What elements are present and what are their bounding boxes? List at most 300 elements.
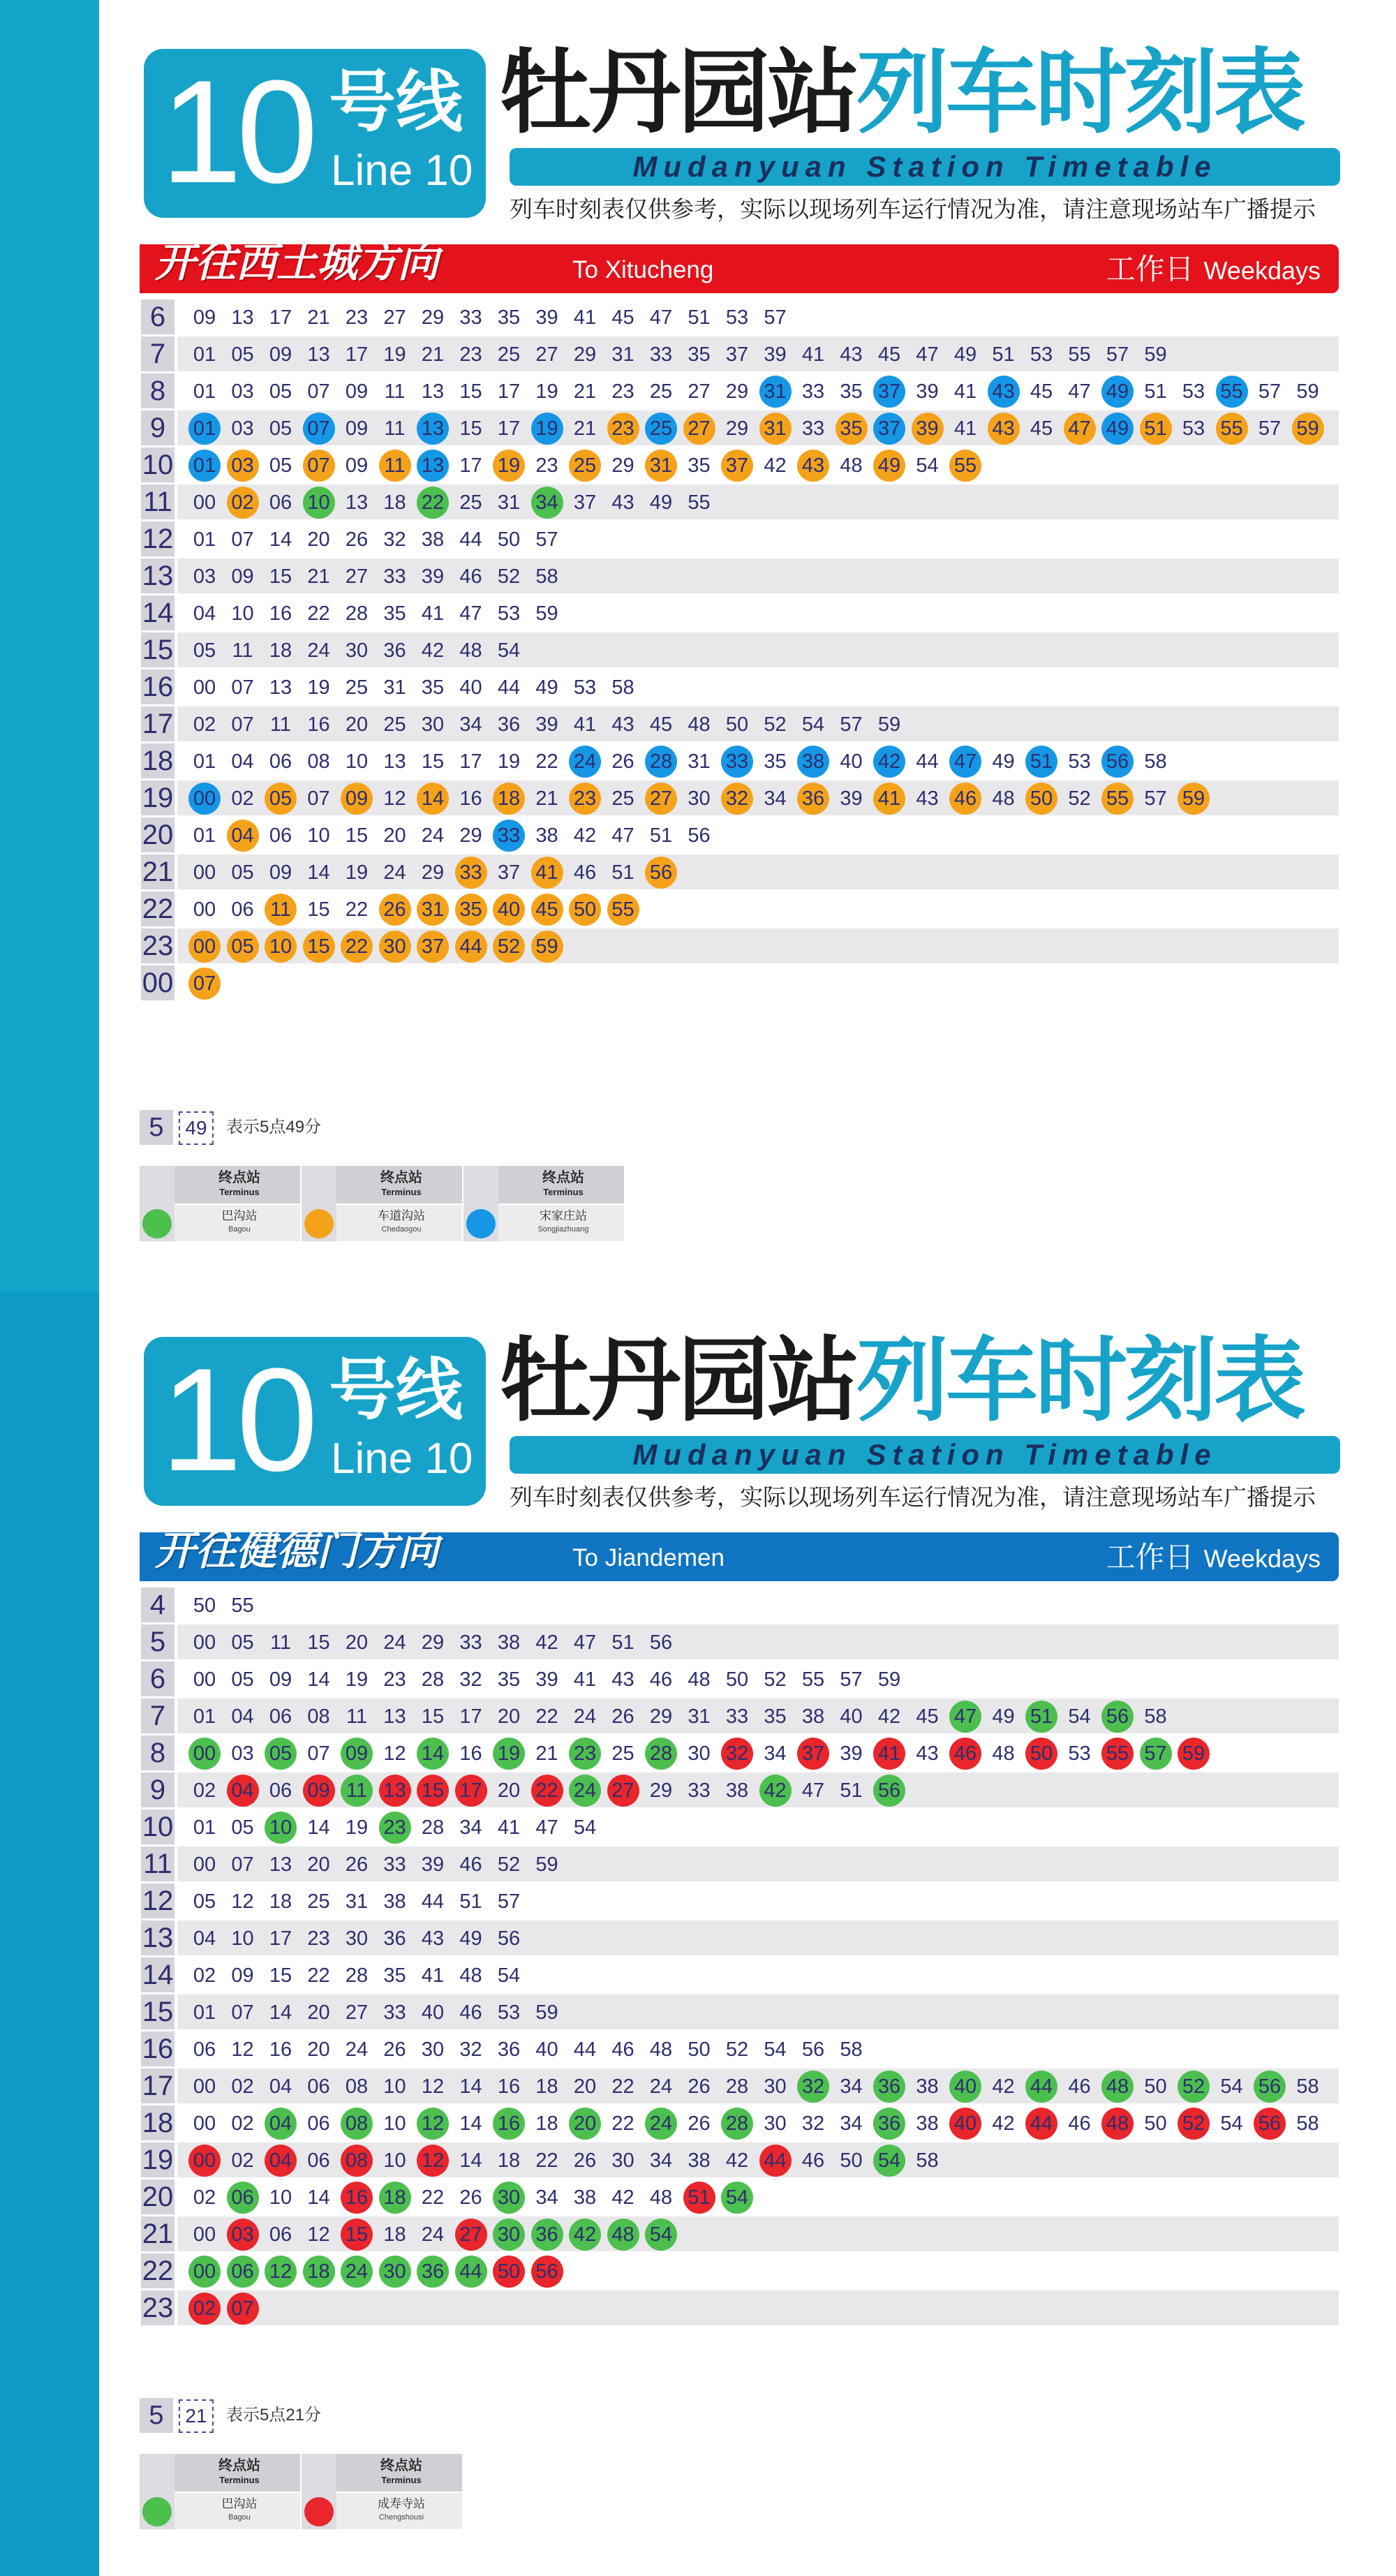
minute-value: 08 bbox=[307, 1705, 330, 1728]
minute-value: 02 bbox=[231, 787, 254, 810]
minute-terminus-marker: 08 bbox=[341, 2145, 373, 2177]
legend-example bbox=[140, 1110, 838, 1148]
minute-terminus-marker: 50 bbox=[493, 2256, 525, 2288]
minute-value: 22 bbox=[611, 2075, 634, 2098]
minute-value: 16 bbox=[459, 1742, 482, 1765]
minute-terminus-marker: 42 bbox=[759, 1775, 792, 1807]
minute-value: 14 bbox=[307, 1668, 330, 1691]
hour-cell: 18 bbox=[141, 2105, 174, 2140]
minute-value: 41 bbox=[801, 343, 825, 366]
left-stripe bbox=[0, 0, 99, 2576]
hour-cell: 22 bbox=[141, 2253, 174, 2288]
hour-cell: 14 bbox=[141, 595, 174, 630]
minute-value: 41 bbox=[573, 306, 597, 329]
minute-value: 26 bbox=[345, 1853, 369, 1876]
minute-terminus-marker: 56 bbox=[1254, 2071, 1286, 2103]
minute-terminus-marker: 13 bbox=[379, 1775, 411, 1807]
hour-cell: 6 bbox=[141, 1661, 174, 1696]
minute-value: 48 bbox=[992, 787, 1015, 810]
minute-value: 52 bbox=[1068, 787, 1091, 810]
minute-terminus-marker: 33 bbox=[493, 820, 525, 852]
minute-value: 57 bbox=[1106, 343, 1129, 366]
minute-terminus-marker: 57 bbox=[1140, 1738, 1172, 1770]
minute-terminus-marker: 00 bbox=[188, 931, 221, 963]
minute-value: 08 bbox=[345, 2075, 369, 2098]
minute-value: 24 bbox=[307, 639, 330, 662]
minute-value: 48 bbox=[992, 1742, 1015, 1765]
minute-value: 06 bbox=[307, 2112, 330, 2135]
minute-value: 55 bbox=[231, 1594, 254, 1617]
minute-value: 59 bbox=[1296, 380, 1319, 403]
minute-value: 09 bbox=[345, 454, 369, 477]
minute-value: 40 bbox=[535, 2038, 558, 2061]
minute-value: 00 bbox=[193, 898, 216, 921]
minute-value: 22 bbox=[307, 1964, 330, 1987]
minute-terminus-marker: 44 bbox=[455, 931, 487, 963]
minute-value: 50 bbox=[193, 1594, 216, 1617]
minute-terminus-marker: 14 bbox=[417, 1738, 449, 1770]
minute-value: 52 bbox=[497, 565, 521, 588]
minute-value: 40 bbox=[840, 1705, 863, 1728]
minute-terminus-marker: 54 bbox=[873, 2145, 905, 2177]
minute-value: 00 bbox=[193, 2075, 216, 2098]
minute-value: 42 bbox=[992, 2075, 1015, 2098]
minute-value: 59 bbox=[535, 2001, 558, 2024]
title-en: Mudanyuan Station Timetable bbox=[510, 148, 1340, 186]
minute-value: 48 bbox=[649, 2186, 673, 2209]
minute-value: 02 bbox=[193, 1964, 216, 1987]
title-timetable: 列车时刻表 bbox=[856, 39, 1303, 147]
minute-value: 47 bbox=[801, 1779, 825, 1802]
hour-cell: 10 bbox=[141, 447, 174, 482]
minute-terminus-marker: 33 bbox=[455, 857, 487, 889]
minute-value: 00 bbox=[193, 2223, 216, 2246]
hour-cell: 21 bbox=[141, 854, 174, 889]
hour-cell: 20 bbox=[141, 2179, 174, 2214]
timetable-row bbox=[140, 521, 1340, 558]
minute-terminus-marker: 11 bbox=[379, 450, 411, 482]
minute-value: 19 bbox=[345, 1816, 369, 1839]
timetable-row bbox=[140, 373, 1340, 410]
minute-value: 55 bbox=[801, 1668, 825, 1691]
minute-value: 21 bbox=[535, 1742, 558, 1765]
hour-cell: 8 bbox=[141, 1735, 174, 1770]
minute-value: 25 bbox=[307, 1890, 330, 1913]
minute-value: 22 bbox=[535, 750, 558, 773]
minute-value: 11 bbox=[269, 1631, 292, 1654]
timetable-row bbox=[140, 1846, 1340, 1883]
minute-value: 39 bbox=[535, 306, 558, 329]
minute-value: 38 bbox=[916, 2112, 939, 2135]
hour-cell: 9 bbox=[141, 1772, 174, 1807]
minute-value: 44 bbox=[916, 750, 939, 773]
minute-value: 53 bbox=[1068, 750, 1091, 773]
legend bbox=[140, 2398, 838, 2522]
minute-terminus-marker: 59 bbox=[1292, 413, 1324, 445]
minute-value: 39 bbox=[535, 1668, 558, 1691]
terminus-name-cn: 巴沟站 bbox=[221, 1209, 258, 1222]
terminus-name-cn: 巴沟站 bbox=[221, 2497, 258, 2510]
hour-cell: 23 bbox=[141, 928, 174, 963]
minute-value: 15 bbox=[459, 417, 482, 440]
minute-value: 33 bbox=[688, 1779, 711, 1802]
minute-terminus-marker: 34 bbox=[531, 487, 563, 519]
minute-value: 49 bbox=[992, 1705, 1015, 1728]
minute-value: 48 bbox=[840, 454, 863, 477]
minute-value: 44 bbox=[459, 528, 482, 551]
minute-terminus-marker: 43 bbox=[988, 413, 1020, 445]
minute-value: 59 bbox=[877, 1668, 901, 1691]
minute-value: 15 bbox=[459, 380, 482, 403]
minute-terminus-marker: 15 bbox=[303, 931, 335, 963]
minute-value: 48 bbox=[688, 713, 711, 736]
minute-terminus-marker: 24 bbox=[645, 2108, 677, 2140]
minute-value: 19 bbox=[383, 343, 406, 366]
minute-terminus-marker: 30 bbox=[493, 2219, 525, 2251]
minute-terminus-marker: 11 bbox=[341, 1775, 373, 1807]
minute-value: 47 bbox=[573, 1631, 597, 1654]
timetable-row bbox=[140, 632, 1340, 669]
minute-value: 06 bbox=[193, 2038, 216, 2061]
minute-value: 05 bbox=[231, 343, 254, 366]
minute-terminus-marker: 18 bbox=[379, 2182, 411, 2214]
minute-value: 24 bbox=[383, 1631, 406, 1654]
timetable-row bbox=[140, 2179, 1340, 2216]
minute-value: 15 bbox=[345, 824, 369, 847]
minute-value: 26 bbox=[573, 2149, 597, 2172]
minute-value: 50 bbox=[725, 713, 749, 736]
minute-value: 33 bbox=[801, 417, 825, 440]
minute-value: 04 bbox=[231, 750, 254, 773]
minute-value: 20 bbox=[307, 2038, 330, 2061]
minute-value: 01 bbox=[193, 343, 216, 366]
line-en: Line 10 bbox=[331, 1435, 473, 1483]
minute-value: 05 bbox=[231, 1631, 254, 1654]
minute-value: 41 bbox=[953, 417, 977, 440]
minute-value: 26 bbox=[383, 2038, 406, 2061]
minute-value: 20 bbox=[345, 1631, 369, 1654]
terminus-title-cn: 终点站 bbox=[218, 2458, 260, 2473]
minute-value: 18 bbox=[535, 2075, 558, 2098]
minute-terminus-marker: 12 bbox=[417, 2145, 449, 2177]
timetable-row bbox=[140, 780, 1340, 817]
minute-value: 45 bbox=[916, 1705, 939, 1728]
hour-cell: 14 bbox=[141, 1957, 174, 1992]
minute-terminus-marker: 04 bbox=[227, 820, 259, 852]
minute-value: 40 bbox=[459, 676, 482, 699]
minute-value: 09 bbox=[269, 861, 292, 884]
minute-terminus-marker: 47 bbox=[1064, 413, 1096, 445]
minute-terminus-marker: 22 bbox=[531, 1775, 563, 1807]
minute-value: 22 bbox=[345, 898, 369, 921]
terminus-title-cn: 终点站 bbox=[542, 1170, 584, 1185]
minute-value: 18 bbox=[269, 639, 292, 662]
minute-value: 36 bbox=[497, 2038, 521, 2061]
minute-value: 09 bbox=[345, 417, 369, 440]
minute-value: 50 bbox=[497, 528, 521, 551]
minute-value: 11 bbox=[384, 380, 406, 403]
hour-cell: 19 bbox=[141, 780, 174, 815]
minute-value: 47 bbox=[916, 343, 939, 366]
minute-value: 20 bbox=[573, 2075, 597, 2098]
terminus-color-dot bbox=[304, 1209, 334, 1238]
minute-value: 35 bbox=[383, 1964, 406, 1987]
timetable-row bbox=[140, 1809, 1340, 1846]
hour-cell: 17 bbox=[141, 2068, 174, 2103]
timetable-row bbox=[140, 891, 1340, 928]
minute-value: 19 bbox=[307, 676, 330, 699]
minute-terminus-marker: 27 bbox=[645, 783, 677, 815]
minute-value: 00 bbox=[193, 1853, 216, 1876]
hour-cell: 7 bbox=[141, 1698, 174, 1733]
minute-value: 33 bbox=[459, 306, 482, 329]
minute-value: 13 bbox=[269, 1853, 292, 1876]
minute-terminus-marker: 39 bbox=[912, 413, 944, 445]
minute-value: 16 bbox=[459, 787, 482, 810]
minute-value: 35 bbox=[688, 343, 711, 366]
minute-value: 53 bbox=[1182, 380, 1205, 403]
minute-value: 39 bbox=[535, 713, 558, 736]
minute-terminus-marker: 31 bbox=[759, 376, 792, 408]
day-type bbox=[1106, 250, 1321, 290]
minute-terminus-marker: 45 bbox=[531, 894, 563, 926]
minute-value: 49 bbox=[649, 491, 673, 514]
line-badge bbox=[144, 49, 486, 218]
minute-value: 02 bbox=[231, 2112, 254, 2135]
minute-terminus-marker: 50 bbox=[1025, 783, 1057, 815]
minute-value: 46 bbox=[573, 861, 597, 884]
minute-value: 14 bbox=[459, 2149, 482, 2172]
minute-terminus-marker: 32 bbox=[797, 2071, 829, 2103]
minute-value: 41 bbox=[421, 602, 445, 625]
minute-terminus-marker: 07 bbox=[227, 2293, 259, 2325]
minute-terminus-marker: 18 bbox=[303, 2256, 335, 2288]
hour-cell: 11 bbox=[141, 1846, 174, 1881]
minute-value: 51 bbox=[611, 861, 634, 884]
minute-value: 53 bbox=[1068, 1742, 1091, 1765]
minute-value: 38 bbox=[535, 824, 558, 847]
minute-value: 47 bbox=[611, 824, 634, 847]
minute-terminus-marker: 35 bbox=[455, 894, 487, 926]
minute-value: 29 bbox=[573, 343, 597, 366]
legend-example bbox=[140, 2398, 838, 2436]
minute-value: 25 bbox=[459, 491, 482, 514]
minute-value: 44 bbox=[497, 676, 521, 699]
minute-value: 28 bbox=[345, 602, 369, 625]
minute-value: 43 bbox=[611, 491, 634, 514]
minute-terminus-marker: 40 bbox=[493, 894, 525, 926]
minute-terminus-marker: 36 bbox=[873, 2071, 905, 2103]
hour-cell: 13 bbox=[141, 558, 174, 593]
minute-terminus-marker: 10 bbox=[265, 1812, 297, 1844]
minute-value: 29 bbox=[725, 380, 749, 403]
minute-value: 46 bbox=[1068, 2075, 1091, 2098]
minute-value: 16 bbox=[269, 602, 292, 625]
direction-en: To Xitucheng bbox=[572, 256, 714, 283]
minute-value: 22 bbox=[307, 602, 330, 625]
timetable-row bbox=[140, 817, 1340, 854]
minute-value: 02 bbox=[193, 1779, 216, 1802]
minute-value: 07 bbox=[231, 1853, 254, 1876]
timetable-row bbox=[140, 1624, 1340, 1661]
minute-value: 05 bbox=[231, 1816, 254, 1839]
minute-value: 33 bbox=[725, 1705, 749, 1728]
minute-terminus-marker: 05 bbox=[227, 931, 259, 963]
minute-terminus-marker: 19 bbox=[493, 450, 525, 482]
minute-terminus-marker: 36 bbox=[797, 783, 829, 815]
minute-value: 07 bbox=[307, 1742, 330, 1765]
minute-value: 18 bbox=[383, 2223, 406, 2246]
timetable-row bbox=[140, 2216, 1340, 2253]
minute-value: 45 bbox=[877, 343, 901, 366]
minute-value: 00 bbox=[193, 1631, 216, 1654]
minute-value: 35 bbox=[764, 750, 787, 773]
minute-terminus-marker: 36 bbox=[873, 2108, 905, 2140]
minute-value: 47 bbox=[459, 602, 482, 625]
minute-terminus-marker: 19 bbox=[531, 413, 563, 445]
minute-value: 10 bbox=[383, 2149, 406, 2172]
minute-terminus-marker: 12 bbox=[417, 2108, 449, 2140]
timetable-panel-xitucheng bbox=[140, 0, 1340, 1234]
minute-value: 24 bbox=[383, 861, 406, 884]
minute-value: 46 bbox=[611, 2038, 634, 2061]
minute-terminus-marker: 50 bbox=[569, 894, 601, 926]
minute-terminus-marker: 59 bbox=[531, 931, 563, 963]
minute-value: 25 bbox=[345, 676, 369, 699]
minute-value: 04 bbox=[193, 1927, 216, 1950]
minute-value: 29 bbox=[649, 1705, 673, 1728]
minute-terminus-marker: 28 bbox=[645, 1738, 677, 1770]
minute-value: 00 bbox=[193, 861, 216, 884]
minute-value: 45 bbox=[611, 306, 634, 329]
minute-value: 52 bbox=[725, 2038, 749, 2061]
terminus-title-cn: 终点站 bbox=[380, 1170, 422, 1185]
minute-value: 31 bbox=[383, 676, 406, 699]
minute-value: 38 bbox=[801, 1705, 825, 1728]
minute-value: 46 bbox=[649, 1668, 673, 1691]
minute-value: 30 bbox=[764, 2112, 787, 2135]
timetable-row bbox=[140, 2031, 1340, 2068]
minute-terminus-marker: 37 bbox=[417, 931, 449, 963]
terminus-name-en: Chengshousi bbox=[378, 2513, 424, 2522]
minute-value: 23 bbox=[383, 1668, 406, 1691]
minute-value: 34 bbox=[840, 2112, 863, 2135]
minute-value: 41 bbox=[573, 1668, 597, 1691]
minute-value: 24 bbox=[421, 824, 445, 847]
minute-value: 32 bbox=[459, 1668, 482, 1691]
minute-terminus-marker: 15 bbox=[417, 1775, 449, 1807]
minute-terminus-marker: 55 bbox=[1216, 376, 1248, 408]
minute-terminus-marker: 52 bbox=[493, 931, 525, 963]
legend bbox=[140, 1110, 838, 1234]
minute-value: 06 bbox=[307, 2075, 330, 2098]
hour-cell: 23 bbox=[141, 2290, 174, 2325]
minute-value: 41 bbox=[953, 380, 977, 403]
minute-value: 39 bbox=[840, 1742, 863, 1765]
minute-value: 04 bbox=[193, 602, 216, 625]
minute-value: 00 bbox=[193, 676, 216, 699]
minute-value: 42 bbox=[611, 2186, 634, 2209]
minute-value: 34 bbox=[649, 2149, 673, 2172]
minute-value: 51 bbox=[688, 306, 711, 329]
minute-value: 11 bbox=[232, 639, 253, 662]
minute-value: 37 bbox=[573, 491, 597, 514]
minute-terminus-marker: 59 bbox=[1178, 783, 1210, 815]
terminus-cell bbox=[463, 1166, 624, 1241]
minute-value: 57 bbox=[840, 713, 863, 736]
timetable-row bbox=[140, 2068, 1340, 2105]
minute-terminus-marker: 24 bbox=[569, 746, 601, 778]
terminus-color-dot bbox=[142, 2497, 172, 2526]
minute-terminus-marker: 02 bbox=[188, 2293, 221, 2325]
minute-value: 44 bbox=[421, 1890, 445, 1913]
day-en: Weekdays bbox=[1203, 256, 1321, 285]
minute-value: 19 bbox=[497, 750, 521, 773]
panel-header bbox=[140, 0, 1340, 265]
minute-value: 26 bbox=[611, 750, 634, 773]
minute-value: 32 bbox=[383, 528, 406, 551]
terminus-name-cn: 宋家庄站 bbox=[540, 1209, 587, 1222]
minute-value: 48 bbox=[459, 639, 482, 662]
minute-terminus-marker: 08 bbox=[341, 2108, 373, 2140]
minute-terminus-marker: 14 bbox=[417, 783, 449, 815]
minute-value: 09 bbox=[269, 343, 292, 366]
hour-cell: 9 bbox=[141, 410, 174, 445]
minute-terminus-marker: 12 bbox=[265, 2256, 297, 2288]
timetable-row bbox=[140, 706, 1340, 743]
terminus-color-dot bbox=[466, 1209, 496, 1238]
minute-terminus-marker: 16 bbox=[341, 2182, 373, 2214]
minute-value: 57 bbox=[1258, 380, 1282, 403]
minute-value: 00 bbox=[193, 1668, 216, 1691]
minute-terminus-marker: 22 bbox=[341, 931, 373, 963]
minute-value: 49 bbox=[953, 343, 977, 366]
terminus-name-cn: 车道沟站 bbox=[378, 1209, 425, 1222]
hour-cell: 16 bbox=[141, 2031, 174, 2066]
minute-value: 00 bbox=[193, 2112, 216, 2135]
terminus-cell bbox=[140, 2454, 300, 2529]
minute-value: 29 bbox=[459, 824, 482, 847]
minute-value: 36 bbox=[497, 713, 521, 736]
minute-value: 34 bbox=[535, 2186, 558, 2209]
minute-terminus-marker: 15 bbox=[341, 2219, 373, 2251]
minute-value: 20 bbox=[307, 2001, 330, 2024]
hour-cell: 8 bbox=[141, 373, 174, 408]
timetable-rows bbox=[140, 299, 1340, 1002]
minute-terminus-marker: 41 bbox=[531, 857, 563, 889]
minute-terminus-marker: 19 bbox=[493, 1738, 525, 1770]
minute-value: 23 bbox=[535, 454, 558, 477]
minute-value: 03 bbox=[231, 1742, 254, 1765]
hour-cell: 7 bbox=[141, 336, 174, 371]
page-title bbox=[499, 40, 1303, 145]
day-cn: 工作日 bbox=[1106, 1541, 1194, 1574]
timetable-row bbox=[140, 447, 1340, 484]
minute-terminus-marker: 07 bbox=[303, 413, 335, 445]
terminus-name-en: Bagou bbox=[228, 1225, 251, 1234]
minute-value: 16 bbox=[307, 713, 330, 736]
minute-value: 00 bbox=[193, 491, 216, 514]
minute-value: 49 bbox=[535, 676, 558, 699]
timetable-row bbox=[140, 743, 1340, 780]
hour-cell: 12 bbox=[141, 1883, 174, 1918]
minute-terminus-marker: 25 bbox=[569, 450, 601, 482]
minute-value: 24 bbox=[573, 1705, 597, 1728]
minute-value: 59 bbox=[877, 713, 901, 736]
minute-value: 03 bbox=[231, 380, 254, 403]
terminus-title-en: Terminus bbox=[219, 1187, 260, 1197]
minute-terminus-marker: 13 bbox=[417, 413, 449, 445]
